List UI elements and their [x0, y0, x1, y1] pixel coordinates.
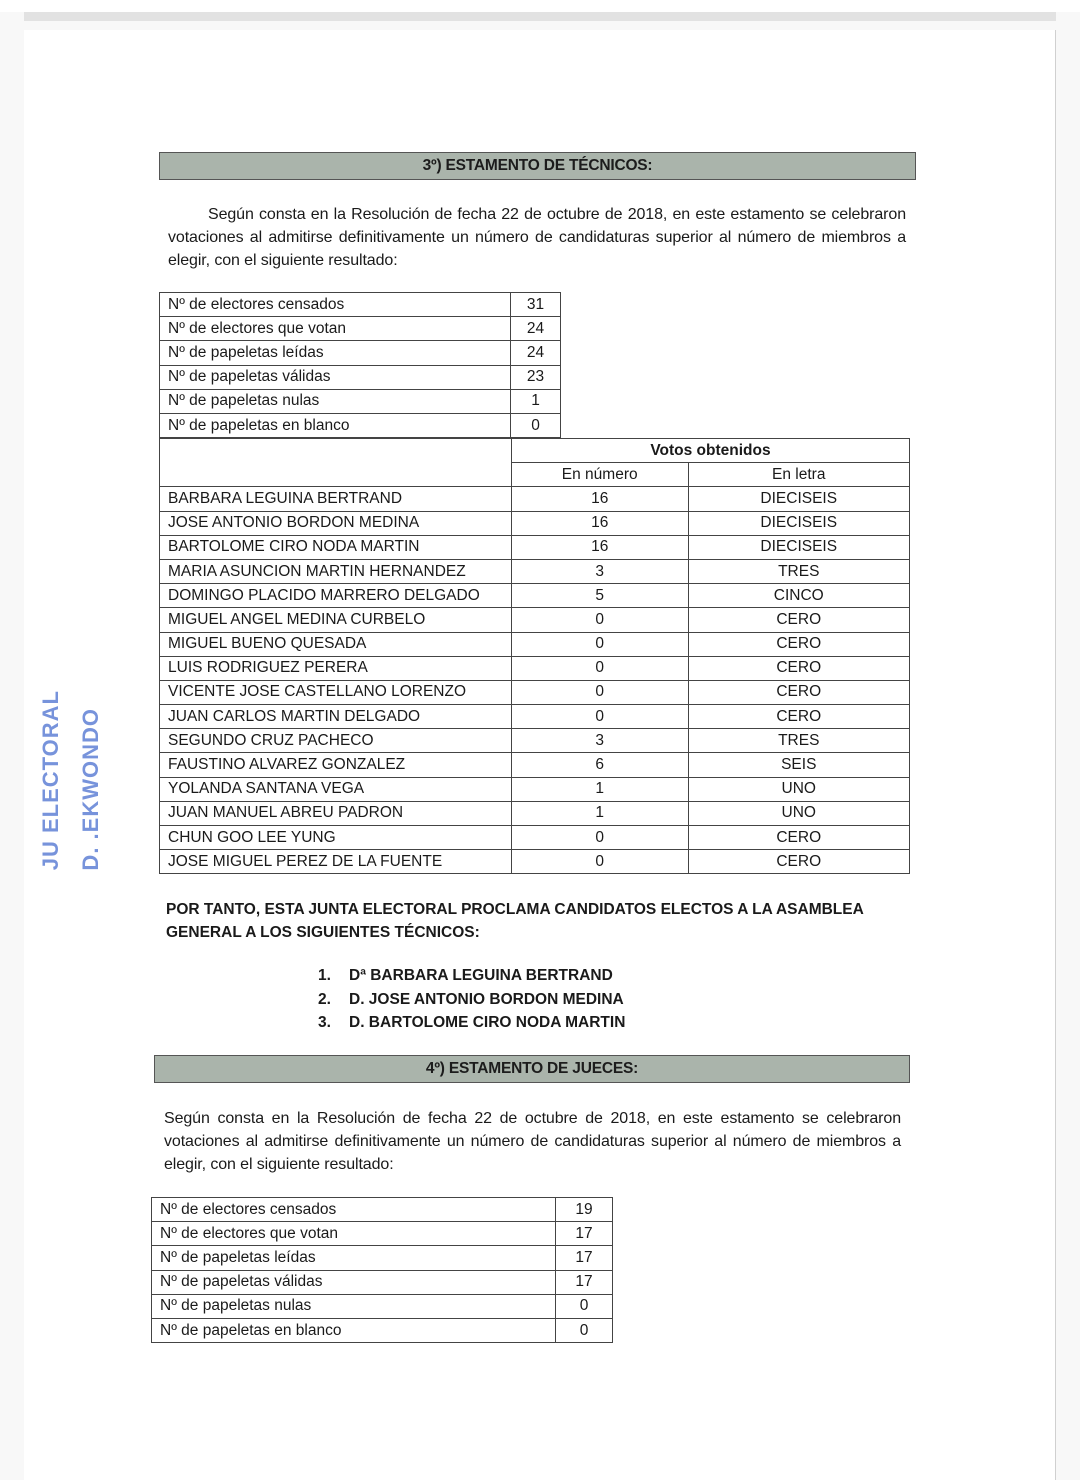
candidate-votes-letter: SEIS [688, 753, 909, 777]
candidate-votes-number: 0 [511, 826, 688, 850]
candidate-name: JOSE MIGUEL PEREZ DE LA FUENTE [160, 850, 512, 874]
stats-row [160, 389, 561, 413]
stats-row [160, 413, 561, 437]
stats-row [160, 341, 561, 365]
stats-row [152, 1222, 613, 1246]
candidate-name: BARBARA LEGUINA BERTRAND [160, 487, 512, 511]
candidate-row [160, 584, 910, 608]
candidate-name: FAUSTINO ALVAREZ GONZALEZ [160, 753, 512, 777]
stats-label: Nº de electores censados [160, 293, 511, 317]
stats-label: Nº de papeletas válidas [160, 365, 511, 389]
elected-item [318, 988, 625, 1012]
candidate-name: DOMINGO PLACIDO MARRERO DELGADO [160, 584, 512, 608]
elected-index: 1. [318, 967, 331, 984]
stats-value: 31 [511, 293, 561, 317]
candidate-votes-letter: TRES [688, 559, 909, 583]
candidate-row [160, 511, 910, 535]
candidate-votes-letter: CERO [688, 850, 909, 874]
stats-label: Nº de electores que votan [152, 1222, 556, 1246]
candidate-name: LUIS RODRIGUEZ PERERA [160, 656, 512, 680]
stats-label: Nº de papeletas válidas [152, 1270, 556, 1294]
candidate-name: SEGUNDO CRUZ PACHECO [160, 729, 512, 753]
stats-row [160, 293, 561, 317]
candidate-votes-number: 0 [511, 680, 688, 704]
candidate-name: JOSE ANTONIO BORDON MEDINA [160, 511, 512, 535]
stats-label: Nº de papeletas leídas [152, 1246, 556, 1270]
candidate-name: VICENTE JOSE CASTELLANO LORENZO [160, 680, 512, 704]
elected-item [318, 964, 625, 988]
stats-label: Nº de papeletas nulas [160, 389, 511, 413]
stats-label: Nº de papeletas nulas [152, 1294, 556, 1318]
candidate-row [160, 729, 910, 753]
candidate-votes-letter: CINCO [688, 584, 909, 608]
section-4-intro: Según consta en la Resolución de fecha 22 de octubre de 2018, en este estamento se celebraron votaciones al admitirse definitivamente un número de candidaturas superior al número de miembros a elegir, con el siguiente resultado: [164, 1110, 901, 1173]
stats-value: 24 [511, 317, 561, 341]
section-4-stats-table [151, 1197, 613, 1343]
candidate-name: MIGUEL BUENO QUESADA [160, 632, 512, 656]
candidate-votes-letter: CERO [688, 826, 909, 850]
stats-row [160, 365, 561, 389]
electoral-board-stamp [38, 690, 108, 880]
votes-header-blank [160, 439, 512, 487]
stats-row [152, 1318, 613, 1342]
candidate-name: BARTOLOME CIRO NODA MARTIN [160, 535, 512, 559]
votes-obtained-header: Votos obtenidos [511, 439, 909, 463]
candidate-name: CHUN GOO LEE YUNG [160, 826, 512, 850]
candidate-votes-number: 3 [511, 559, 688, 583]
page-separator [24, 12, 1056, 21]
candidate-row [160, 632, 910, 656]
candidate-votes-letter: DIECISEIS [688, 511, 909, 535]
candidate-row [160, 656, 910, 680]
candidate-row [160, 559, 910, 583]
stats-label: Nº de electores censados [152, 1198, 556, 1222]
candidate-votes-number: 0 [511, 608, 688, 632]
stats-label: Nº de papeletas en blanco [152, 1318, 556, 1342]
stats-label: Nº de electores que votan [160, 317, 511, 341]
section-3-intro-text: Según consta en la Resolución de fecha 22 de octubre de 2018, en este estamento se celebraron votaciones al admitirse definitivamente un número de candidaturas superior al número de miembros a elegir, con el siguiente resultado: [168, 206, 906, 269]
elected-name: Dª BARBARA LEGUINA BERTRAND [349, 967, 613, 984]
candidate-votes-letter: CERO [688, 680, 909, 704]
stats-row [152, 1246, 613, 1270]
candidate-votes-number: 1 [511, 777, 688, 801]
col-letter-header: En letra [688, 463, 909, 487]
section-3-votes-table [159, 438, 910, 874]
stats-value: 0 [556, 1318, 613, 1342]
candidate-votes-letter: CERO [688, 632, 909, 656]
candidate-votes-number: 5 [511, 584, 688, 608]
elected-list [318, 964, 625, 1035]
elected-name: D. BARTOLOME CIRO NODA MARTIN [349, 1014, 626, 1031]
stats-value: 0 [556, 1294, 613, 1318]
stats-value: 17 [556, 1246, 613, 1270]
candidate-row [160, 826, 910, 850]
stats-value: 19 [556, 1198, 613, 1222]
stats-value: 1 [511, 389, 561, 413]
stats-value: 17 [556, 1270, 613, 1294]
stats-label: Nº de papeletas en blanco [160, 413, 511, 437]
section-3-header: 3º) ESTAMENTO DE TÉCNICOS: [159, 152, 916, 180]
section-4-header: 4º) ESTAMENTO DE JUECES: [154, 1055, 910, 1083]
previous-page-edge [0, 0, 1080, 12]
candidate-votes-number: 6 [511, 753, 688, 777]
candidate-name: JUAN MANUEL ABREU PADRON [160, 801, 512, 825]
candidate-votes-letter: CERO [688, 705, 909, 729]
candidate-votes-letter: DIECISEIS [688, 535, 909, 559]
stats-value: 17 [556, 1222, 613, 1246]
candidate-name: MIGUEL ANGEL MEDINA CURBELO [160, 608, 512, 632]
stats-value: 23 [511, 365, 561, 389]
elected-index: 3. [318, 1014, 331, 1031]
candidate-votes-letter: CERO [688, 608, 909, 632]
candidate-votes-number: 16 [511, 487, 688, 511]
candidate-votes-number: 0 [511, 850, 688, 874]
candidate-row [160, 705, 910, 729]
candidate-votes-letter: DIECISEIS [688, 487, 909, 511]
candidate-row [160, 535, 910, 559]
section-3-intro [168, 203, 906, 272]
candidate-votes-letter: TRES [688, 729, 909, 753]
candidate-votes-number: 0 [511, 656, 688, 680]
proclamation-text: POR TANTO, ESTA JUNTA ELECTORAL PROCLAMA CANDIDATOS ELECTOS A LA ASAMBLEA GENERAL A LOS SIGUIENTES TÉCNICOS: [166, 901, 864, 941]
candidate-row [160, 680, 910, 704]
stats-value: 0 [511, 413, 561, 437]
candidate-votes-number: 3 [511, 729, 688, 753]
candidate-row [160, 801, 910, 825]
candidate-votes-number: 1 [511, 801, 688, 825]
col-number-header: En número [511, 463, 688, 487]
candidate-row [160, 608, 910, 632]
stats-value: 24 [511, 341, 561, 365]
candidate-votes-letter: UNO [688, 801, 909, 825]
candidate-name: JUAN CARLOS MARTIN DELGADO [160, 705, 512, 729]
candidate-name: YOLANDA SANTANA VEGA [160, 777, 512, 801]
stats-label: Nº de papeletas leídas [160, 341, 511, 365]
elected-item [318, 1011, 625, 1035]
candidate-row [160, 487, 910, 511]
candidate-name: MARIA ASUNCION MARTIN HERNANDEZ [160, 559, 512, 583]
stamp-line-2: D. .EKWONDO [78, 708, 103, 871]
candidate-row [160, 753, 910, 777]
candidate-votes-letter: UNO [688, 777, 909, 801]
elected-name: D. JOSE ANTONIO BORDON MEDINA [349, 990, 624, 1008]
candidate-row [160, 777, 910, 801]
candidate-row [160, 850, 910, 874]
candidate-votes-number: 16 [511, 535, 688, 559]
stamp-line-1: JU ELECTORAL [38, 690, 63, 871]
stats-row [152, 1198, 613, 1222]
candidate-votes-letter: CERO [688, 656, 909, 680]
candidate-votes-number: 0 [511, 705, 688, 729]
stats-row [152, 1270, 613, 1294]
stats-row [160, 317, 561, 341]
candidate-votes-number: 16 [511, 511, 688, 535]
candidate-votes-number: 0 [511, 632, 688, 656]
section-3-stats-table [159, 292, 561, 438]
stats-row [152, 1294, 613, 1318]
elected-index: 2. [318, 990, 331, 1008]
